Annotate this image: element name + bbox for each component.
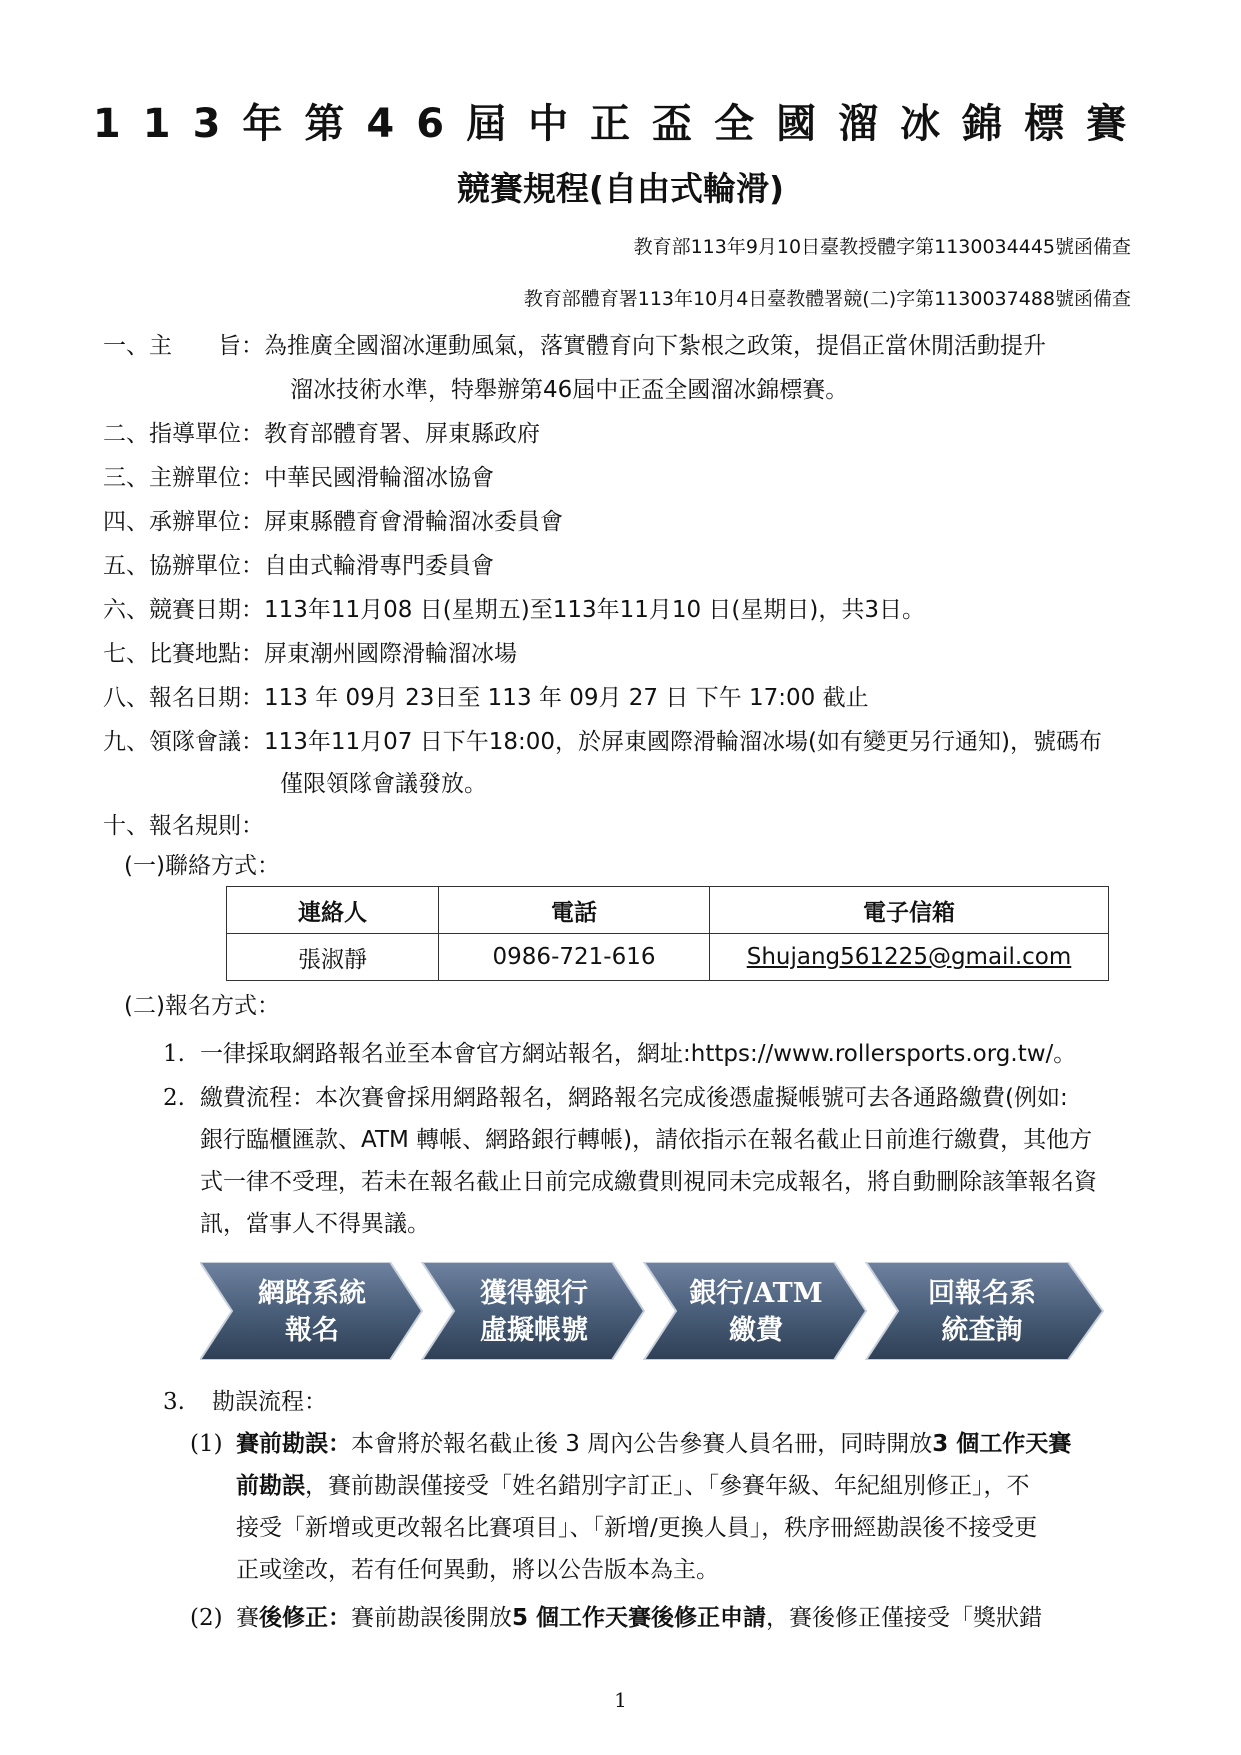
item-venue: 七、比賽地點：屏東潮州國際滑輪溜冰場	[103, 641, 517, 667]
table-header-row	[227, 887, 1109, 934]
flow-step-label: 虛擬帳號	[480, 1315, 588, 1346]
list-number: 2.	[163, 1085, 185, 1111]
item-organizer: 三、主辦單位：中華民國滑輪溜冰協會	[103, 465, 494, 491]
correction-emphasis: 5 個工作天賽後修正申請	[512, 1605, 767, 1631]
flow-step-label: 繳費	[729, 1315, 783, 1346]
list-number: 3.	[163, 1389, 185, 1415]
correction-item-1-cont: 正或塗改，若有任何異動，將以公告版本為主。	[236, 1557, 719, 1583]
method-item-2-cont: 式一律不受理，若未在報名截止日前完成繳費則視同未完成報名，將自動刪除該筆報名資	[200, 1169, 1097, 1195]
item-purpose-cont: 溜冰技術水準，特舉辦第46屆中正盃全國溜冰錦標賽。	[290, 377, 849, 403]
method-item-3: 勘誤流程：	[212, 1389, 327, 1415]
correction-text: 本會將於報名截止後 3 周內公告參賽人員名冊，同時開放	[351, 1431, 933, 1457]
method-item-2-cont: 訊，當事人不得異議。	[200, 1211, 430, 1237]
flow-step-label: 回報名系	[928, 1278, 1036, 1309]
page-number: 1	[614, 1688, 627, 1712]
contact-table	[226, 886, 1109, 981]
contact-name: 張淑靜	[227, 934, 439, 981]
correction-text: 賽前勘誤後開放	[351, 1605, 512, 1631]
flow-step-label: 銀行/ATM	[689, 1278, 823, 1309]
flow-step	[200, 1262, 422, 1360]
correction-text: ，賽後修正僅接受「獎狀錯	[766, 1605, 1043, 1631]
item-purpose: 一、主 旨：為推廣全國溜冰運動風氣，落實體育向下紮根之政策，提倡正當休閒活動提升	[103, 333, 1046, 359]
payment-flow-diagram	[200, 1262, 1105, 1360]
method-item-1: 一律採取網路報名並至本會官方網站報名，網址:https://www.rollersports.org.tw/。	[200, 1041, 1077, 1067]
column-header: 電話	[439, 887, 710, 934]
correction-text: 賽	[236, 1605, 259, 1631]
reference-line: 教育部體育署113年10月4日臺教體署競(二)字第1130037488號函備查	[523, 288, 1131, 310]
method-item-2: 繳費流程：本次賽會採用網路報名，網路報名完成後憑虛擬帳號可去各通路繳費(例如:	[200, 1085, 1068, 1111]
contact-email[interactable]: Shujang561225@gmail.com	[746, 944, 1072, 970]
document-title: 113年第46屆中正盃全國溜冰錦標賽	[92, 101, 1149, 147]
method-item-2-cont: 銀行臨櫃匯款、ATM 轉帳、網路銀行轉帳)，請依指示在報名截止日前進行繳費，其他方	[200, 1127, 1093, 1153]
contact-phone: 0986-721-616	[439, 934, 710, 981]
item-team-meeting: 九、領隊會議：113年11月07 日下午18:00，於屏東國際滑輪溜冰場(如有變更另行通知)，號碼布	[103, 729, 1102, 755]
flow-step-label: 獲得銀行	[480, 1278, 588, 1309]
flow-step-label: 統查詢	[941, 1315, 1023, 1346]
list-number: 1.	[163, 1041, 185, 1067]
item-guidance: 二、指導單位：教育部體育署、屏東縣政府	[103, 421, 540, 447]
reference-line: 教育部113年9月10日臺教授體字第1130034445號函備查	[633, 236, 1131, 258]
flow-step	[866, 1262, 1103, 1360]
item-team-meeting-cont: 僅限領隊會議發放。	[280, 771, 487, 797]
correction-item-1	[236, 1428, 1071, 1460]
pre-race-correction-label: 賽前勘誤：	[236, 1431, 351, 1457]
sub-number: (2)	[190, 1605, 223, 1631]
item-dates: 六、競賽日期：113年11月08 日(星期五)至113年11月10 日(星期日)，共3日。	[103, 597, 926, 623]
contact-heading: (一)聯絡方式：	[124, 853, 280, 879]
flow-step	[422, 1262, 644, 1360]
correction-item-1-cont	[236, 1470, 1030, 1502]
flow-step-label: 報名	[285, 1315, 339, 1346]
sub-number: (1)	[190, 1431, 223, 1457]
correction-item-2	[236, 1602, 1042, 1634]
column-header: 電子信箱	[710, 887, 1109, 934]
document-subtitle: 競賽規程(自由式輪滑)	[456, 169, 785, 208]
correction-text: ，賽前勘誤僅接受「姓名錯別字訂正」、「參賽年級、年紀組別修正」，不	[305, 1473, 1030, 1499]
method-heading: (二)報名方式：	[124, 993, 280, 1019]
item-registration-dates: 八、報名日期：113 年 09月 23日至 113 年 09月 27 日 下午 17:00 截止	[103, 685, 869, 711]
column-header: 連絡人	[227, 887, 439, 934]
contact-email-cell	[710, 934, 1109, 981]
item-registration-rules: 十、報名規則：	[103, 813, 264, 839]
correction-emphasis: 3 個工作天賽	[932, 1431, 1072, 1457]
flow-step-label: 網路系統	[258, 1278, 366, 1309]
flow-step	[644, 1262, 866, 1360]
item-coorganizer: 五、協辦單位：自由式輪滑專門委員會	[103, 553, 494, 579]
correction-item-1-cont: 接受「新增或更改報名比賽項目」、「新增/更換人員」，秩序冊經勘誤後不接受更	[236, 1515, 1038, 1541]
correction-emphasis: 前勘誤	[236, 1473, 305, 1499]
post-race-correction-label: 後修正：	[259, 1605, 351, 1631]
table-row	[227, 934, 1109, 981]
item-host: 四、承辦單位：屏東縣體育會滑輪溜冰委員會	[103, 509, 563, 535]
